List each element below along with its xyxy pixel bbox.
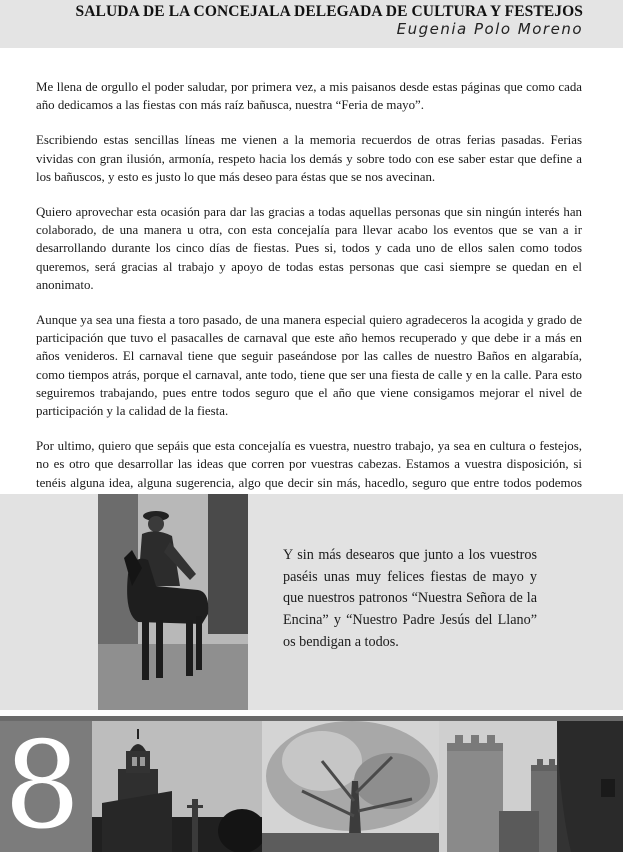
body-paragraph-4: Aunque ya sea una fiesta a toro pasado, de una manera especial quiero agradeceros la acogida y grado de participación que tuvo el pasacalles de carnaval que este año hemos recuperado y que debe ir a más en años venideros. El carnaval tiene que seguir paseándose por las calles de nuestro Baños en algarabía, como tiempos atrás, porque el carnaval, ante todo, tiene que ser una fiesta de calle y en la calle. Para esto seguiremos trabajando, pues entre todos seguro que el año que viene consigamos mejorar el nivel de participación y la calidad de la fiesta. [36,313,582,419]
page-number: 8 [4,721,81,852]
castle-tower-photo [439,721,623,852]
closing-message: Y sin más desearos que junto a los vuestros paséis unas muy felices fiestas de mayo y que nuestros patronos “Nuestra Señora de la Encina” y “Nuestro Padre Jesús del Llano” os bendigan a todos. [283,547,537,650]
body-paragraph-1: Me llena de orgullo el poder saludar, por primera vez, a mis paisanos desde estas páginas que como cada año dedicamos a las fiestas con más raíz bañusca, nuestra “Feria de mayo”. [36,80,582,113]
church-tower-icon [92,721,262,852]
body-paragraph-5: Por ultimo, quiero que sepáis que esta concejalía es vuestra, nuestro trabajo, ya sea en cultura o festejos, no es otro que desarrollar las ideas que corren por vuestras cabezas. Estamos a vuestra disposición, si tenéis alguna idea, alguna sugerencia, algo que decir sin más, hacedlo, seguro que entre todos podemos [36,439,582,490]
castle-tower-icon [439,721,623,852]
blossoming-tree-photo [262,721,439,852]
page-header [0,0,623,48]
article-author: Eugenia Polo Moreno [396,20,583,38]
horse-rider-photo [98,494,248,710]
page-number-box [0,721,92,852]
body-paragraph-2: Escribiendo estas sencillas líneas me vienen a la memoria recuerdos de otras ferias pasadas. Ferias vividas con gran ilusión, armonía, respeto hacia los demás y sobre todo con ese saber estar que define a los bañuscos, y esto es justo lo que más deseo para éstas que se nos avecinan. [36,133,582,184]
article-title: SALUDA DE LA CONCEJALA DELEGADA DE CULTURA Y FESTEJOS [75,3,583,20]
horse-rider-icon [98,494,248,710]
article-body [36,78,582,527]
church-tower-photo [92,721,262,852]
blossoming-tree-icon [262,721,439,852]
body-paragraph-3: Quiero aprovechar esta ocasión para dar las gracias a todas aquellas personas que sin ningún interés han colaborado, de una manera u otra, con esta concejalía para llevar acabo los eventos que se van a ir desarrollando durante los cinco días de fiestas. Pues si, todos y cada uno de ellos salen como todos queremos, será gracias al trabajo y apoyo de todas estas personas que casi siempre se quedan en el anonimato. [36,205,582,292]
